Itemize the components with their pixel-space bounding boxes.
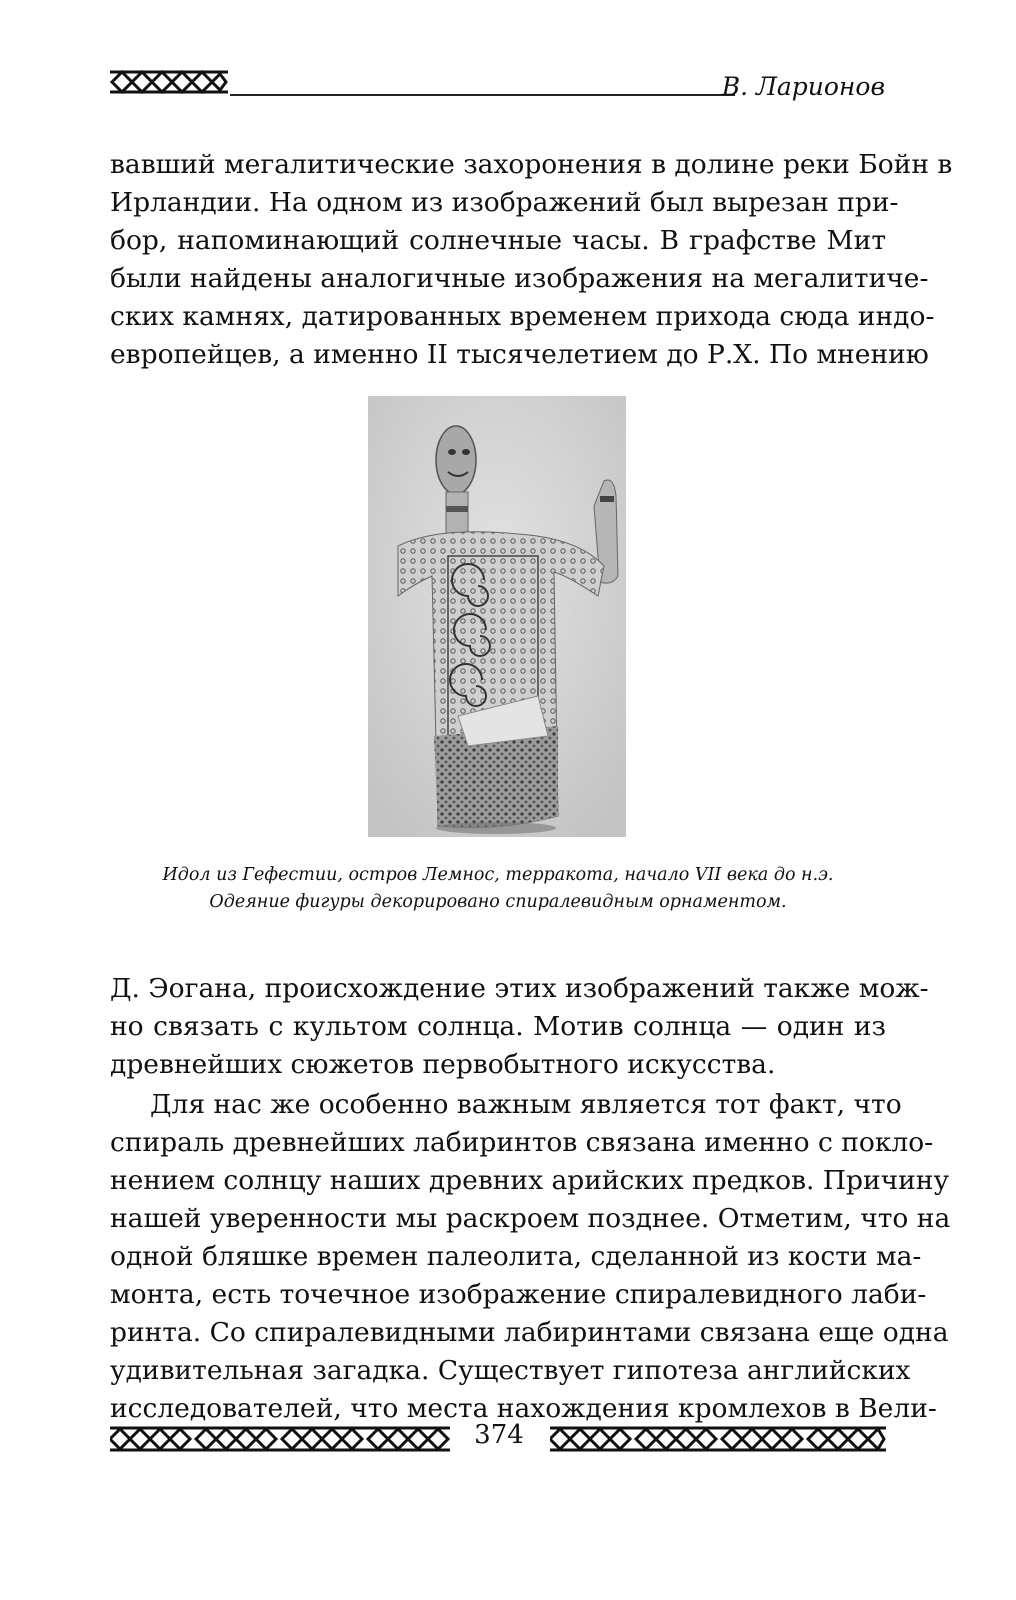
ornament-footer-left (110, 1424, 450, 1454)
text-line: исследователей, что места нахождения кромлехов в Вели- (110, 1393, 937, 1424)
text-line: Для нас же особенно важным является тот факт, что (150, 1089, 902, 1120)
paragraph-bottom (110, 1086, 951, 1428)
text-line: бор, напоминающий солнечные часы. В графстве Мит (110, 225, 886, 256)
text-line: вавший мегалитические захоронения в долине реки Бойн в (110, 149, 953, 180)
idol-photo (368, 396, 626, 837)
text-line: монта, есть точечное изображение спиралевидного лаби- (110, 1279, 927, 1310)
text-line: но связать с культом солнца. Мотив солнца — один из (110, 1011, 886, 1042)
text-line: спираль древнейших лабиринтов связана именно с покло- (110, 1127, 934, 1158)
caption-line: Одеяние фигуры декорировано спиралевидным орнаментом. (209, 892, 787, 912)
ornament-footer-right (550, 1424, 886, 1454)
page-number: 374 (474, 1420, 524, 1450)
paragraph-top (110, 146, 953, 374)
text-line: Д. Эогана, происхождение этих изображений также мож- (110, 973, 929, 1004)
text-line: нением солнцу наших древних арийских предков. Причину (110, 1165, 950, 1196)
text-line: древнейших сюжетов первобытного искусства. (110, 1049, 776, 1080)
page-footer (110, 1420, 886, 1460)
caption-line: Идол из Гефестии, остров Лемнос, терракота, начало VII века до н.э. (162, 865, 834, 885)
text-line: ских камнях, датированных временем прихода сюда индо- (110, 301, 935, 332)
idol-figure-illustration (368, 396, 626, 837)
text-line: ринта. Со спиралевидными лабиринтами связана еще одна (110, 1317, 949, 1348)
page-header (110, 66, 885, 106)
running-head-author: В. Ларионов (721, 72, 885, 101)
figure-caption (110, 862, 886, 916)
text-line: удивительная загадка. Существует гипотеза английских (110, 1355, 911, 1386)
text-line: одной бляшке времен палеолита, сделанной из кости ма- (110, 1241, 922, 1272)
header-rule (230, 94, 735, 96)
text-line: европейцев, а именно II тысячелетием до Р.Х. По мнению (110, 339, 929, 370)
ornament-header (110, 68, 228, 96)
paragraph-middle (110, 970, 929, 1084)
text-line: нашей уверенности мы раскроем позднее. Отметим, что на (110, 1203, 951, 1234)
text-line: Ирландии. На одном из изображений был вырезан при- (110, 187, 899, 218)
text-line: были найдены аналогичные изображения на мегалитиче- (110, 263, 929, 294)
